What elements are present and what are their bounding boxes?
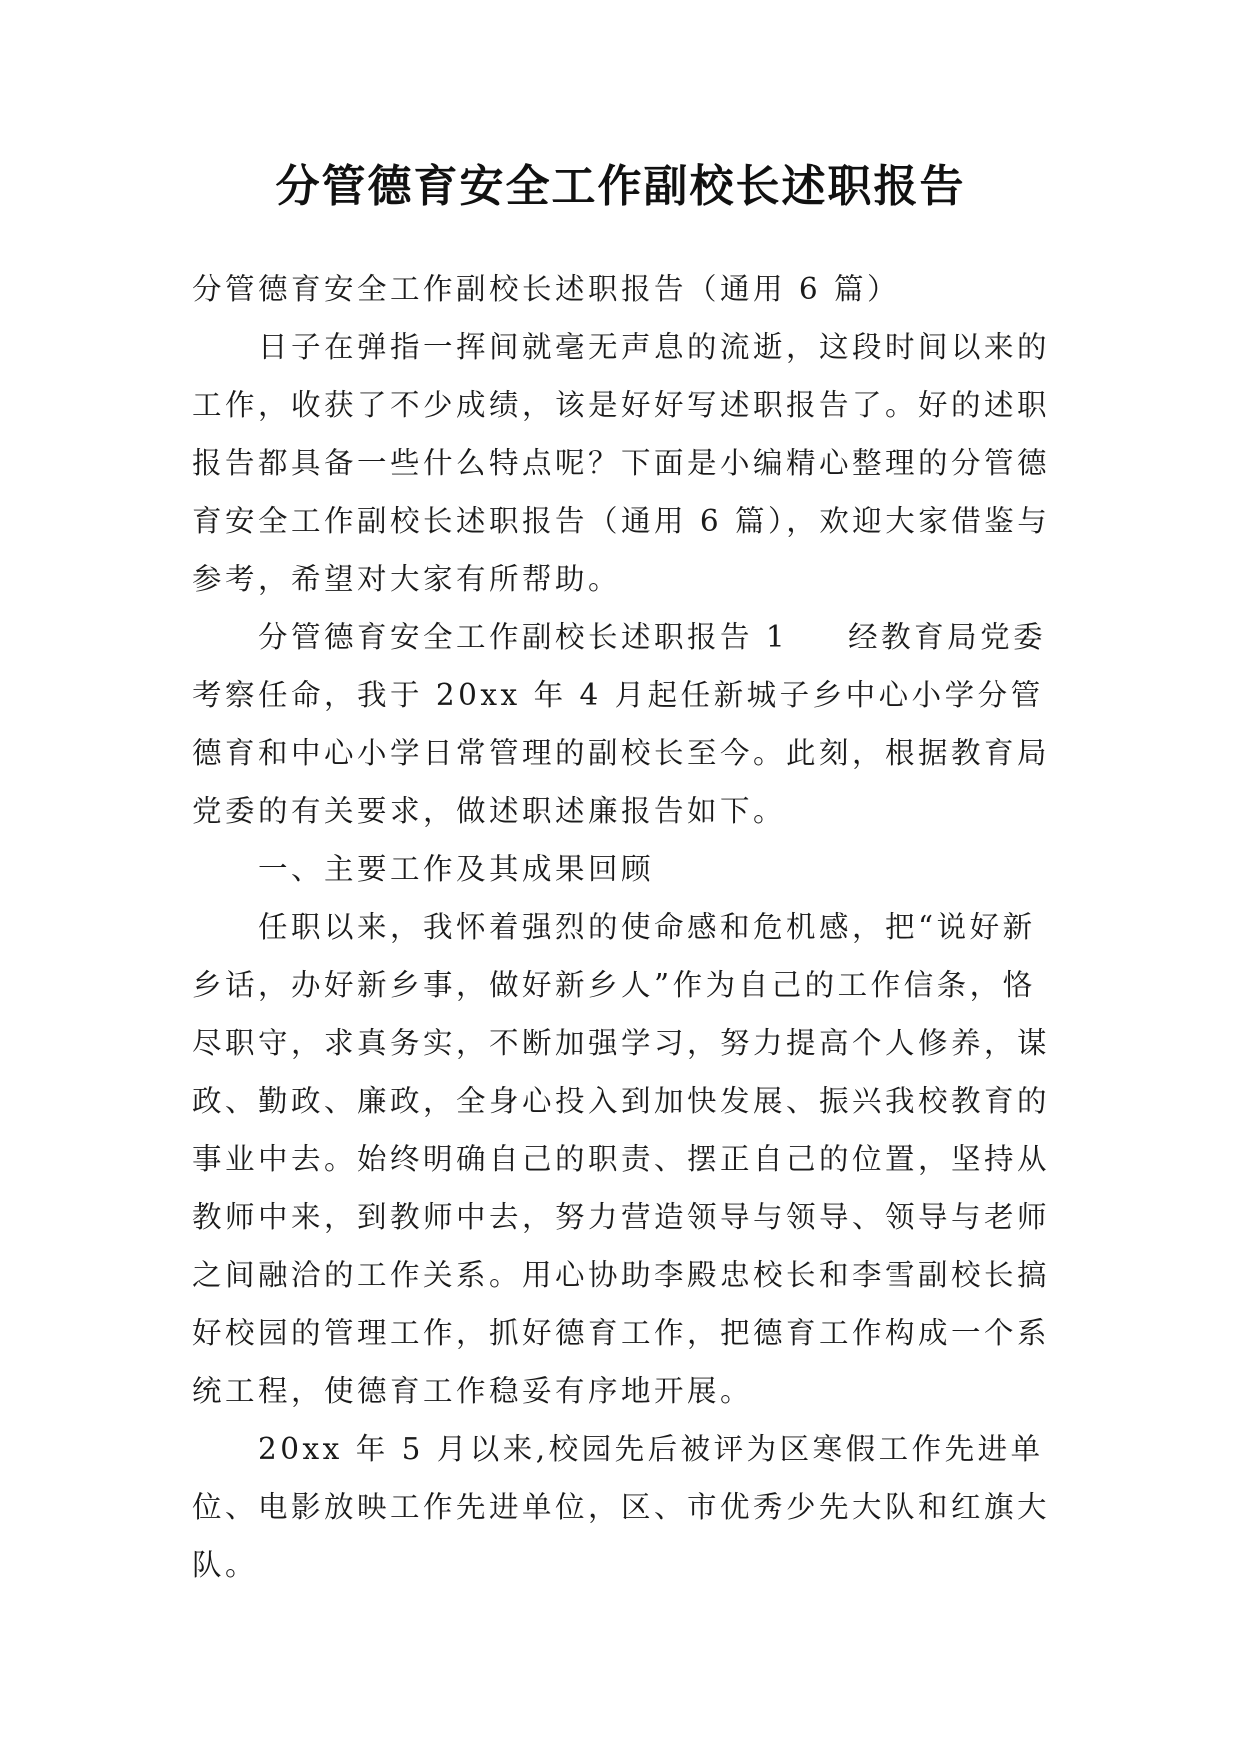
intro-paragraph: 日子在弹指一挥间就毫无声息的流逝，这段时间以来的工作，收获了不少成绩，该是好好写述职报告了。好的述职报告都具备一些什么特点呢？下面是小编精心整理的分管德育安全工作副校长述职报告（通用 6 篇），欢迎大家借鉴与参考，希望对大家有所帮助。 — [192, 330, 1051, 596]
document-body — [192, 260, 1062, 1594]
report-intro-text: 经教育局党委考察任命，我于 20xx 年 4 月起任新城子乡中心小学分管德育和中心小学日常管理的副校长至今。此刻，根据教育局党委的有关要求，做述职述廉报告如下。 — [192, 620, 1051, 828]
report-opening-paragraph — [192, 608, 1062, 840]
document-title: 分管德育安全工作副校长述职报告 — [275, 161, 966, 212]
body-paragraph-1: 任职以来，我怀着强烈的使命感和危机感，把“说好新乡话，办好新乡事，做好新乡人”作为自己的工作信条，恪尽职守，求真务实，不断加强学习，努力提高个人修养，谋政、勤政、廉政，全身心投入到加快发展、振兴我校教育的事业中去。始终明确自己的职责、摆正自己的位置，坚持从教师中来，到教师中去，努力营造领导与领导、领导与老师之间融洽的工作关系。用心协助李殿忠校长和李雪副校长搞好校园的管理工作，抓好德育工作，把德育工作构成一个系统工程，使德育工作稳妥有序地开展。 — [192, 910, 1051, 1408]
section-heading: 一、主要工作及其成果回顾 — [258, 852, 655, 886]
report-heading: 分管德育安全工作副校长述职报告 1 — [258, 620, 789, 654]
body-paragraph-2: 20xx 年 5 月以来,校园先后被评为区寒假工作先进单位、电影放映工作先进单位，区、市优秀少先大队和红旗大队。 — [192, 1432, 1051, 1582]
document-subtitle: 分管德育安全工作副校长述职报告（通用 6 篇） — [192, 272, 901, 306]
